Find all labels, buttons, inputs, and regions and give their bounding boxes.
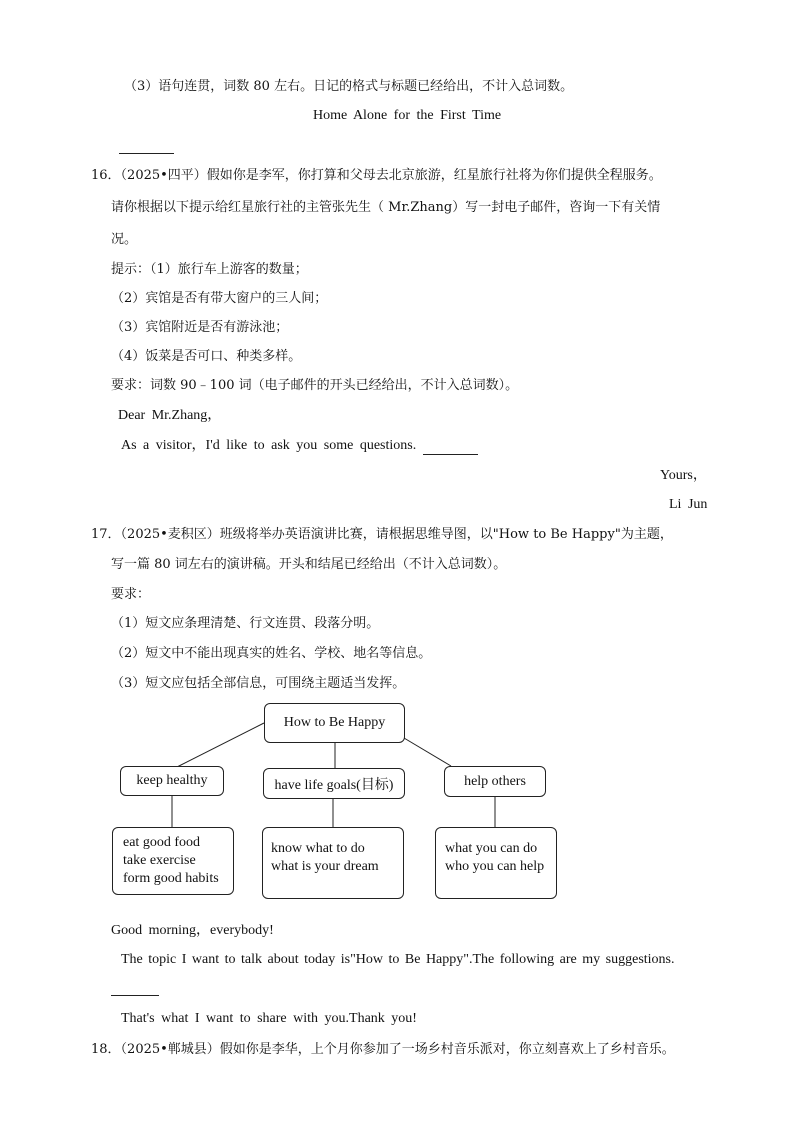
q16-prompt-line3: 况。 <box>111 232 138 247</box>
mindmap-branch-life-goals <box>263 768 405 799</box>
mindmap-branch-label: help others <box>464 773 526 789</box>
q15-diary-title: Home Alone for the First Time <box>313 108 502 123</box>
mindmap-branch-label: keep healthy <box>136 773 208 788</box>
q17-requirement-2: （2）短文中不能出现真实的姓名、学校、地名等信息。 <box>111 646 432 661</box>
q17-speech-ending: That's what I want to share with you.Thank you! <box>121 1011 417 1026</box>
q16-requirement: 要求：词数 90﹣100 词（电子邮件的开头已经给出，不计入总词数）。 <box>111 378 519 393</box>
q17-speech-intro: The topic I want to talk about today is"How to Be Happy".The following are my suggestions. <box>121 952 675 967</box>
mindmap-detail: what is your dream <box>271 859 379 874</box>
q17-requirement-3: （3）短文应包括全部信息，可围绕主题适当发挥。 <box>111 676 406 691</box>
q18-prompt-line1: 18．（2025•郸城县）假如你是李华，上个月你参加了一场乡村音乐派对，你立刻喜欢上了乡村音乐。 <box>91 1042 675 1057</box>
q17-prompt-line1: 17．（2025•麦积区）班级将举办英语演讲比赛，请根据思维导图，以"How to Be Happy"为主题， <box>91 527 673 542</box>
q17-speech-greeting: Good morning，everybody! <box>111 923 274 938</box>
mindmap-branch-help-others <box>444 766 546 797</box>
mindmap-detail: form good habits <box>123 871 219 886</box>
mindmap-branch-label: have life goals(目标) <box>274 777 394 793</box>
q15-requirement-3: （3）语句连贯，词数 80 左右。日记的格式与标题已经给出，不计入总词数。 <box>124 79 574 94</box>
q16-hint-2: （2）宾馆是否有带大窗户的三人间； <box>111 291 328 306</box>
q17-requirement-label: 要求： <box>111 587 151 602</box>
mindmap-details-life-goals <box>262 827 404 899</box>
mindmap-branch-keep-healthy <box>120 766 224 796</box>
mindmap-detail: eat good food <box>123 835 200 850</box>
q16-email-greeting: Dear Mr.Zhang， <box>118 408 222 423</box>
q16-email-opening: As a visitor，I'd like to ask you some questions. <box>121 438 417 453</box>
mindmap-detail: take exercise <box>123 853 196 868</box>
mindmap-detail: who you can help <box>445 859 545 874</box>
mindmap-details-keep-healthy <box>112 827 234 895</box>
mindmap-details-help-others <box>435 827 557 899</box>
q16-hint-1: 提示：（1）旅行车上游客的数量； <box>111 262 308 277</box>
q16-prompt-line1: 16．（2025•四平）假如你是李军，你打算和父母去北京旅游，红星旅行社将为你们提供全程服务。 <box>91 168 662 183</box>
q17-prompt-line2: 写一篇 80 词左右的演讲稿。开头和结尾已经给出（不计入总词数）。 <box>111 557 507 572</box>
mindmap-root-label: How to Be Happy <box>283 715 386 730</box>
mindmap-detail: what you can do <box>445 841 538 856</box>
q16-hint-3: （3）宾馆附近是否有游泳池； <box>111 320 289 335</box>
q17-requirement-1: （1）短文应条理清楚、行文连贯、段落分明。 <box>111 616 380 631</box>
q16-prompt-line2: 请你根据以下提示给红星旅行社的主管张先生（ Mr.Zhang）写一封电子邮件，咨询一下有关情 <box>111 200 661 215</box>
mindmap-root <box>264 703 405 743</box>
mindmap-detail: know what to do <box>271 841 365 856</box>
q16-email-signature: Li Jun <box>669 497 708 512</box>
q16-hint-4: （4）饭菜是否可口、种类多样。 <box>111 349 302 364</box>
q17-answer-blank[interactable] <box>111 995 159 996</box>
q16-email-closing: Yours， <box>660 468 707 483</box>
